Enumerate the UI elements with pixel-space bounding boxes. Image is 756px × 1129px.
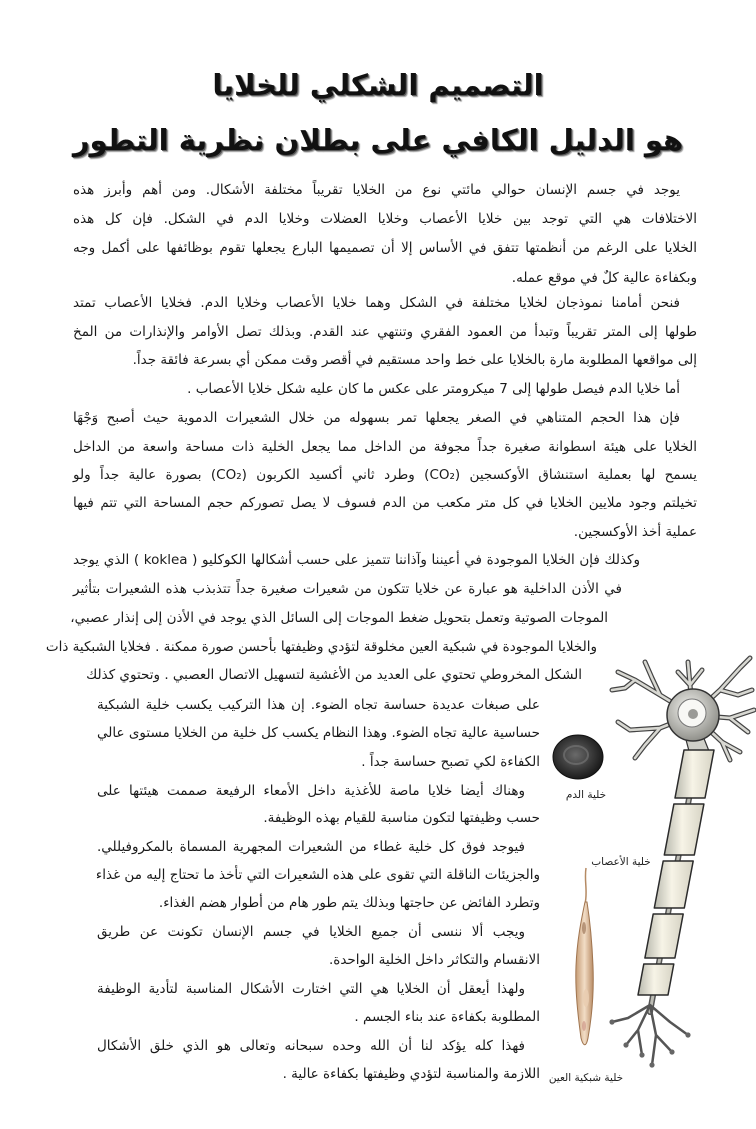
page-title: التصميم الشكلي للخلايا (212, 68, 544, 102)
blood-cell-illustration (550, 730, 606, 784)
page-subtitle: هو الدليل الكافي على بطلان نظرية التطور (72, 123, 684, 157)
text-line: وبكفاءة عالية كلٌ في موقع عمله. (511, 270, 697, 286)
text-line: يوجد في جسم الإنسان حوالي مائتي نوع من الخلايا تقريباً مختلفة الأشكال. ومن أهم وأبرز هذه (73, 182, 680, 198)
text-line: الشكل المخروطي تحتوي على العديد من الأغشية لتسهيل الاتصال العصبي . وتحتوي كذلك (86, 667, 582, 683)
text-line: الكفاءة لكي تصبح حساسة جداً . (361, 754, 540, 770)
text-line: حساسية عالية تجاه الضوء. وهذا النظام يكسب كل خلية من الخلايا مستوى عالي (97, 725, 540, 741)
neuron-caption: خلية الأعصاب (591, 856, 651, 868)
blood-cell-caption: خلية الدم (565, 789, 607, 801)
text-line: تخيلتم وجود ملايين الخلايا في كل متر مكعب من الدم فسوف لا يصل تصوركم حجم المساحة التي تتم فيها (73, 495, 697, 511)
text-line: في الأذن الداخلية هو عبارة عن خلايا تتكون من شعيرات صغيرة جداً تتذبذب هذه الشعيرات بتأثير (73, 581, 622, 597)
myelin-sheath (638, 750, 714, 995)
text-line: الانقسام والتكاثر داخل الخلية الواحدة. (328, 952, 540, 968)
text-line: ولهذا أيعقل أن الخلايا هي التي اختارت الأشكال المناسبة لتأدية الوظيفة (97, 981, 525, 997)
text-line: إلى مواقعها المطلوبة مارة بالخلايا على خط واحد مستقيم في أقصر وقت ممكن أي بسرعة فائقة جداً. (132, 352, 697, 368)
text-line: وتطرد الفائض عن حاجتها وبذلك يتم طور هام من أطوار هضم الغذاء. (158, 895, 540, 911)
retina-cell-caption: خلية شبكية العين (548, 1072, 624, 1084)
text-line: والجزيئات الناقلة التي تقوى على هذه الشعيرات التي تأخذ ما تحتاج إليه من غذاء (95, 867, 540, 883)
text-line: ويجب ألا ننسى أن جميع الخلايا في جسم الإنسان تكونت عن طريق (97, 924, 525, 940)
text-line: والخلايا الموجودة في شبكية العين مخلوقة لتؤدي وظيفتها بأحسن صورة ممكنة . فخلايا الشبكية ذات (45, 639, 597, 655)
text-line: فإن هذا الحجم المتناهي في الصغر يجعلها تمر بسهوله من خلال الشعيرات الدموية حيث أصبح وَجْهَا (73, 410, 680, 426)
soma (667, 689, 719, 741)
text-line: الموجات الصوتية وتعمل بتحويل ضغط الموجات إلى السائل الذي يوجد في الأذن إلى إنذار عصبي، (70, 610, 608, 626)
text-line: الاختلافات هي التي توجد بين خلايا الأعصاب وخلايا العضلات وخلايا الدم في الشكل. فإن كل هذه (73, 211, 697, 227)
text-line: فنحن أمامنا نموذجان لخلايا مختلفة في الشكل وهما خلايا الأعصاب وخلايا الدم. فخلايا الأعصاب تمتد (73, 295, 680, 311)
text-line: أما خلايا الدم فيصل طولها إلى 7 ميكرومتر على عكس ما كان عليه شكل خلايا الأعصاب . (187, 381, 680, 397)
text-line: الخلايا على الرغم من أنظمتها تتفق في الأساس إلا أن تصميمها البارع يجعلها تقوم بوظائفها على أكمل وجه (73, 240, 697, 256)
text-line: فهذا كله يؤكد لنا أن الله وحده سبحانه وتعالى هو الذي خلق الأشكال (97, 1038, 525, 1054)
text-line: على صبغات عديدة حساسة تجاه الضوء. إن هذا التركيب يكسب خلية الشبكية (97, 697, 540, 713)
text-line: فيوجد فوق كل خلية غطاء من الشعيرات المجهرية المسماة بالمكروفيللي. (97, 839, 525, 855)
text-line: المطلوبة بكفاءة عند بناء الجسم . (354, 1009, 540, 1025)
text-line: عملية أخذ الأوكسجين. (573, 524, 697, 540)
text-line: وهناك أيضا خلايا ماصة للأغذية داخل الأمعاء الرفيعة صممت هيئتها على (97, 783, 525, 799)
retina-cell-illustration (562, 866, 606, 1052)
text-line: وكذلك فإن الخلايا الموجودة في أعيننا وآذاننا تتميز على حسب أشكالها الكوكليو ( koklea ) الذي يوجد (73, 552, 640, 568)
text-line: الخلايا على هيئة اسطوانة صغيرة جداً مجوفة من الداخل مما يجعل الخلية ذات مساحة واسعة من الداخل (73, 439, 697, 455)
text-line: طولها إلى المتر تقريباً وتبدأ من العمود الفقري وتنتهي عند القدم. وبذلك تصل الأوامر والإنذارات من المخ (73, 324, 697, 340)
text-line: اللازمة والمناسبة لتؤدي وظيفتها بكفاءة عالية . (282, 1066, 540, 1082)
text-line: حسب وظيفتها لتكون مناسبة للقيام بهذه الوظيفة. (263, 810, 540, 826)
text-line: يسمح لها بعملية استنشاق الأوكسجين (CO₂) وطرد ثاني أكسيد الكربون (CO₂) بصورة عالية جداً ولو (73, 467, 697, 483)
